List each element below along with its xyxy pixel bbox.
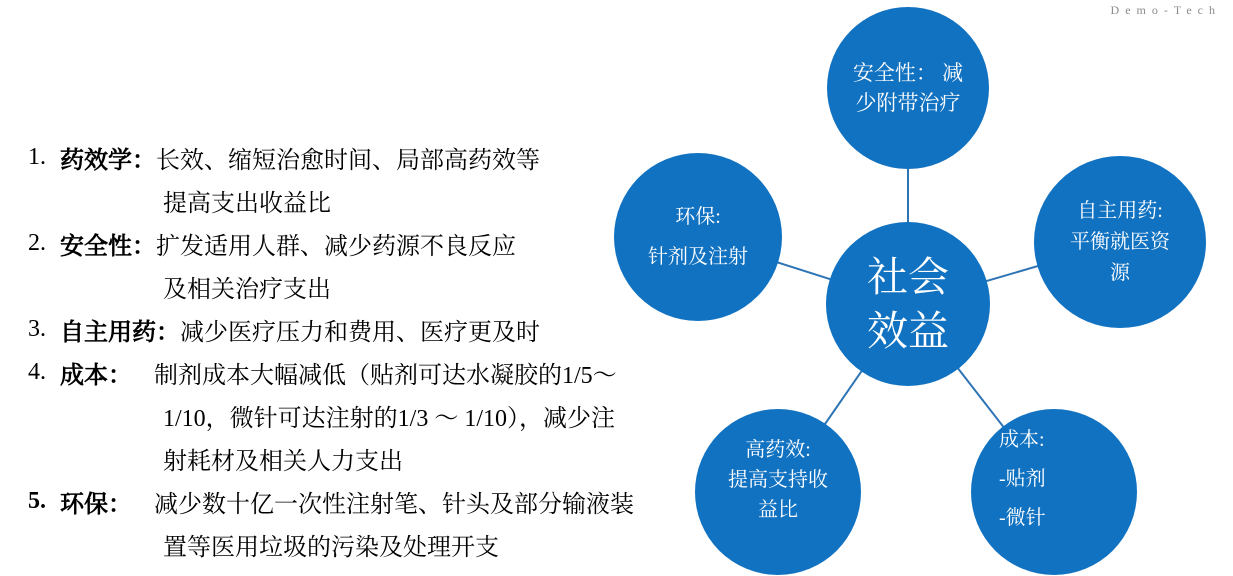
node-text-line: 少附带治疗	[855, 91, 961, 115]
item-label: 药效学：	[60, 148, 156, 174]
item-text: 及相关治疗支出	[163, 277, 331, 303]
node-text-line: 社会	[867, 254, 949, 300]
node-text-line: -贴剂	[999, 467, 1046, 490]
node-text-line: 自主用药:	[1077, 199, 1163, 222]
node-text-line: 针剂及注射	[648, 246, 748, 268]
node-cost-circle	[971, 409, 1137, 575]
item-number: 3.	[28, 316, 46, 342]
node-self-medication-text	[1070, 196, 1170, 289]
node-social-benefit-text	[867, 250, 949, 358]
item-number: 2.	[28, 230, 46, 256]
node-self-medication-circle	[1034, 156, 1206, 328]
item-label: 成本：	[60, 363, 132, 389]
item-text: 减少医疗压力和费用、医疗更及时	[180, 320, 540, 346]
item-text: 制剂成本大幅减低（贴剂可达水凝胶的1/5〜	[154, 363, 617, 389]
node-safety-circle	[827, 7, 989, 169]
node-text-line: -微针	[999, 506, 1046, 529]
node-text-line: 益比	[758, 499, 798, 521]
item-text: 射耗材及相关人力支出	[163, 449, 403, 475]
item-text: 扩发适用人群、减少药源不良反应	[156, 234, 516, 260]
node-social-benefit-circle	[826, 222, 990, 386]
node-high-efficacy-circle	[695, 409, 861, 575]
item-number: 1.	[28, 144, 46, 170]
node-text-line: 成本:	[999, 428, 1045, 451]
node-environment-text	[648, 197, 748, 277]
node-high-efficacy-text	[728, 435, 828, 525]
item-label: 安全性：	[60, 234, 156, 260]
node-text-line: 平衡就医资	[1070, 230, 1170, 253]
node-environment-circle	[614, 153, 782, 321]
item-text: 长效、缩短治愈时间、局部高药效等	[156, 148, 540, 174]
item-text: 置等医用垃圾的污染及处理开支	[163, 535, 499, 561]
node-cost-text	[971, 421, 1046, 538]
node-text-line: 高药效:	[745, 439, 811, 461]
item-number: 5.	[28, 488, 46, 514]
item-text: 减少数十亿一次性注射笔、针头及部分输液装	[154, 492, 634, 518]
node-text-line: 提高支持收	[728, 469, 828, 491]
item-number: 4.	[28, 359, 46, 385]
item-text: 1/10，微针可达注射的1/3 〜 1/10），减少注	[163, 406, 616, 432]
item-label: 环保：	[60, 492, 132, 518]
watermark-demo-tech: Demo-Tech	[1110, 3, 1221, 17]
node-text-line: 源	[1110, 261, 1130, 284]
node-safety-text	[853, 58, 963, 118]
node-text-line: 安全性： 减	[852, 61, 964, 85]
node-text-line: 环保:	[675, 206, 721, 228]
item-label: 自主用药：	[60, 320, 180, 346]
item-text: 提高支出收益比	[163, 191, 331, 217]
node-text-line: 效益	[867, 308, 949, 354]
